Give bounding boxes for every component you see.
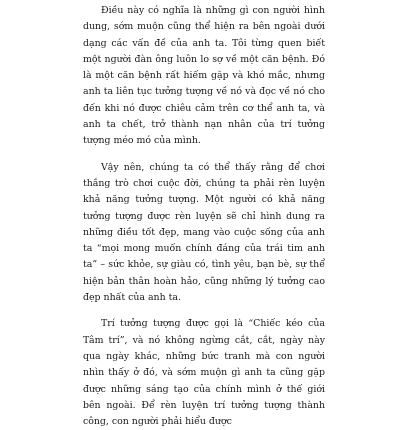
text-column	[83, 3, 325, 430]
paragraph-3: Trí tưởng tượng được gọi là “Chiếc kéo của Tâm trí”, và nó không ngừng cắt, cắt, ngày này qua ngày khác, những bức tranh mà con người nhìn thấy ở đó, và sớm muộn gì anh ta cũng gặp được những sáng tạo của chính mình ở thế giới bên ngoài. Để rèn luyện trí tưởng tượng thành công, con người phải hiểu được	[83, 318, 325, 428]
paragraph-1: Điều này có nghĩa là những gì con người hình dung, sớm muộn cũng thể hiện ra bên ngoài dưới dạng các vấn đề của anh ta. Tôi từng quen biết một người đàn ông luôn lo sợ về một căn bệnh. Đó là một căn bệnh rất hiếm gặp và khó mắc, nhưng anh ta liên tục tưởng tượng về nó và đọc về nó cho đến khi nó được chiêu cảm trên cơ thể anh ta, và anh ta chết, trở thành nạn nhân của trí tưởng tượng méo mó của mình.	[83, 5, 325, 147]
paragraph-2: Vậy nên, chúng ta có thể thấy rằng để chơi thắng trò chơi cuộc đời, chúng ta phải rèn luyện khả năng tưởng tượng. Một người có khả năng tưởng tượng được rèn luyện sẽ chỉ hình dung ra những điều tốt đẹp, mang vào cuộc sống của anh ta “mọi mong muốn chính đáng của trái tim anh ta” – sức khỏe, sự giàu có, tình yêu, bạn bè, sự thể hiện bản thân hoàn hảo, cũng những lý tưởng cao đẹp nhất của anh ta.	[83, 161, 325, 304]
